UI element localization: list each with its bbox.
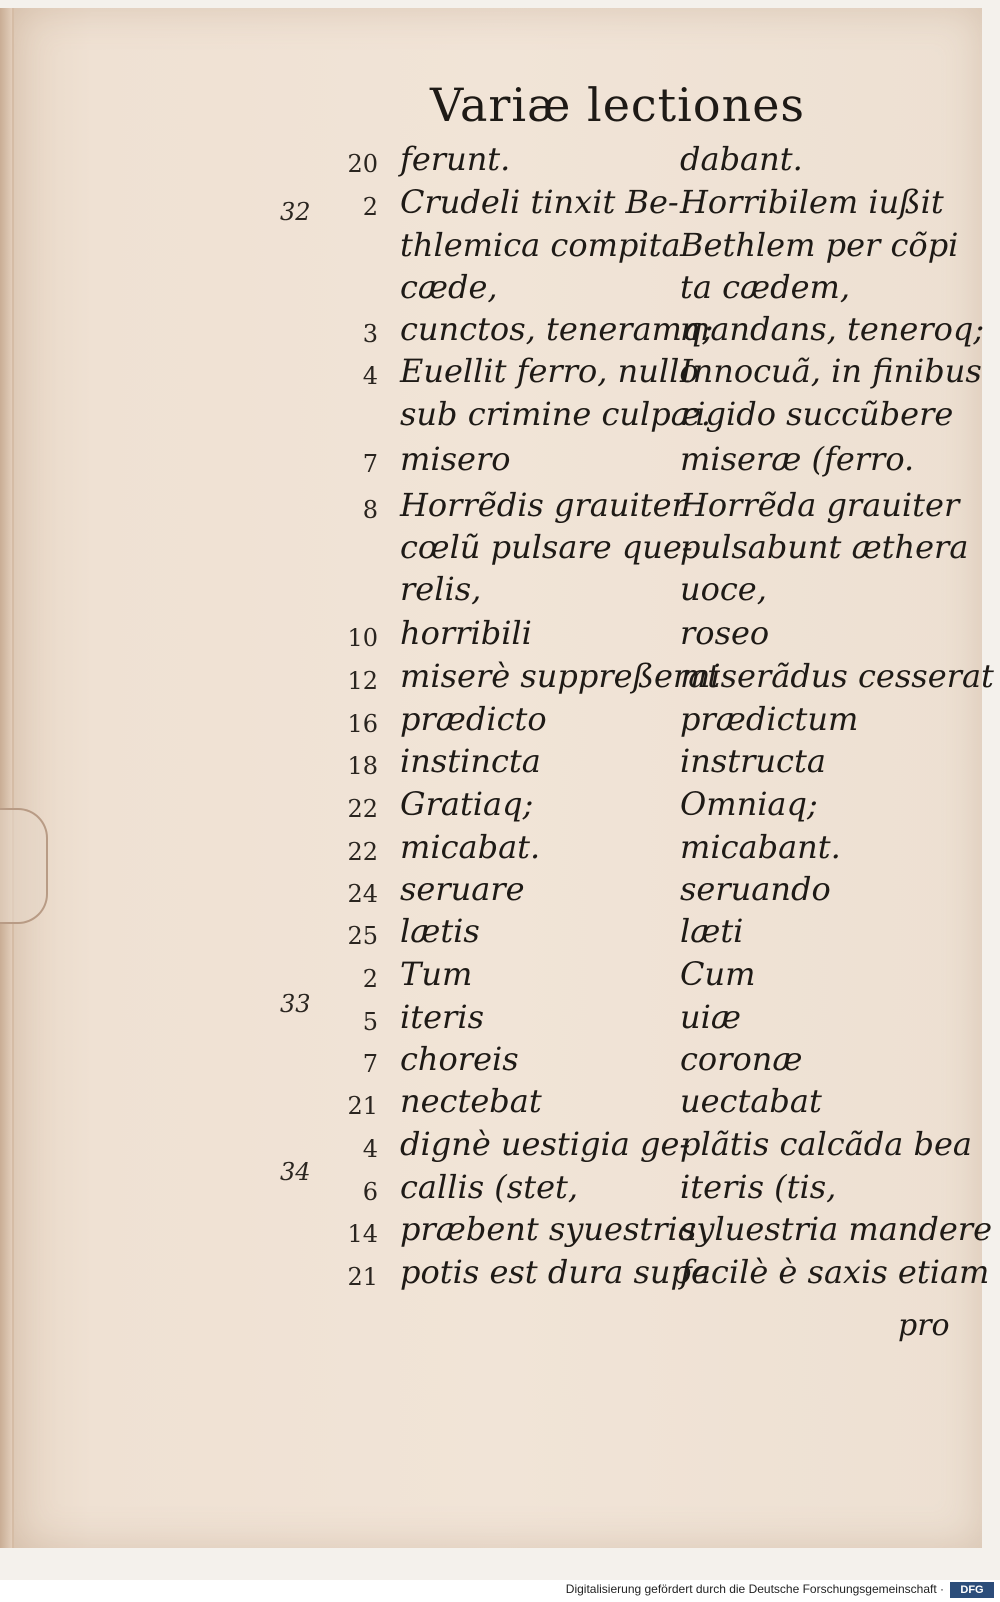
original-reading: ferunt.: [400, 140, 511, 178]
original-reading: cœlũ pulsare que-: [400, 528, 693, 566]
variant-reading: miseræ (ferro.: [680, 440, 915, 478]
line-number: 14: [347, 1220, 378, 1248]
variant-reading: roseo: [680, 614, 770, 652]
variant-reading: uiæ: [680, 998, 741, 1036]
variant-reading: uectabat: [680, 1082, 822, 1120]
variant-reading: rigido succũbere: [680, 395, 954, 433]
original-reading: potis est dura supe: [400, 1253, 710, 1291]
footer-bar: [0, 1580, 1000, 1602]
original-reading: callis (stet,: [400, 1168, 579, 1206]
line-number: 12: [347, 667, 378, 695]
original-reading: dignè uestigia ge-: [400, 1125, 691, 1163]
original-reading: præbent syuestria: [400, 1210, 697, 1248]
original-reading: cunctos, teneramq;: [400, 310, 714, 348]
line-number: 20: [347, 150, 378, 178]
original-reading: Horrẽdis grauiter: [400, 486, 687, 524]
line-number: 21: [347, 1092, 378, 1120]
variant-reading: miserãdus cesserat: [680, 657, 994, 695]
variant-reading: ta cædem,: [680, 268, 851, 306]
line-number: 22: [347, 795, 378, 823]
variant-reading: facilè è saxis etiam: [680, 1253, 990, 1291]
variant-reading: Horrẽda grauiter: [680, 486, 960, 524]
catchword: pro: [898, 1308, 950, 1343]
line-number: 2: [362, 193, 378, 221]
variant-reading: seruando: [680, 870, 831, 908]
line-number: 4: [362, 1135, 378, 1163]
original-reading: misero: [400, 440, 511, 478]
original-reading: Crudeli tinxit Be-: [400, 183, 679, 221]
original-reading: Euellit ferro, nullo: [400, 352, 699, 390]
variant-reading: plãtis calcãda bea: [680, 1125, 972, 1163]
variant-reading: syluestria mandere: [680, 1210, 993, 1248]
variant-reading: Horribilem iußit: [680, 183, 944, 221]
line-number: 5: [362, 1008, 378, 1036]
line-number: 2: [362, 965, 378, 993]
variant-reading: coronæ: [680, 1040, 803, 1078]
line-number: 25: [347, 922, 378, 950]
dfg-logo: DFG: [950, 1582, 994, 1598]
variant-reading: instructa: [680, 742, 826, 780]
variant-reading: Omniaq;: [680, 785, 818, 823]
line-number: 7: [362, 1050, 378, 1078]
page-clip: [0, 808, 48, 924]
original-reading: choreis: [400, 1040, 519, 1078]
line-number: 10: [347, 624, 378, 652]
line-number: 8: [362, 496, 378, 524]
line-number: 3: [362, 320, 378, 348]
running-head: Variæ lectiones: [430, 78, 806, 132]
footer-credit: Digitalisierung gefördert durch die Deutsche Forschungsgemeinschaft ·: [565, 1582, 944, 1596]
original-reading: thlemica compita: [400, 226, 681, 264]
variant-reading: Cum: [680, 955, 756, 993]
original-reading: iteris: [400, 998, 484, 1036]
variant-reading: micabant.: [680, 828, 841, 866]
variant-reading: mandans, teneroq;: [680, 310, 985, 348]
original-reading: nectebat: [400, 1082, 542, 1120]
original-reading: seruare: [400, 870, 525, 908]
original-reading: sub crimine culpæ.: [400, 395, 711, 433]
line-number: 24: [347, 880, 378, 908]
original-reading: micabat.: [400, 828, 541, 866]
variant-reading: pulsabunt æthera: [680, 528, 969, 566]
variant-reading: prædictum: [680, 700, 859, 738]
line-number: 7: [362, 450, 378, 478]
original-reading: cæde,: [400, 268, 498, 306]
variant-reading: dabant.: [680, 140, 803, 178]
original-reading: prædicto: [400, 700, 547, 738]
original-reading: Gratiaq;: [400, 785, 534, 823]
variant-reading: iteris (tis,: [680, 1168, 837, 1206]
original-reading: lætis: [400, 912, 480, 950]
signature-mark: 34: [280, 1158, 311, 1186]
line-number: 18: [347, 752, 378, 780]
line-number: 21: [347, 1263, 378, 1291]
original-reading: Tum: [400, 955, 473, 993]
signature-mark: 32: [280, 198, 311, 226]
signature-mark: 33: [280, 990, 311, 1018]
original-reading: instincta: [400, 742, 541, 780]
variant-reading: læti: [680, 912, 744, 950]
variant-reading: Innocuã, in finibus: [680, 352, 982, 390]
original-reading: horribili: [400, 614, 532, 652]
line-number: 16: [347, 710, 378, 738]
variant-reading: uoce,: [680, 570, 767, 608]
variant-reading: Bethlem per cõpi: [680, 226, 959, 264]
line-number: 22: [347, 838, 378, 866]
original-reading: relis,: [400, 570, 482, 608]
line-number: 4: [362, 362, 378, 390]
line-number: 6: [362, 1178, 378, 1206]
original-reading: miserè suppreßerat: [400, 657, 721, 695]
